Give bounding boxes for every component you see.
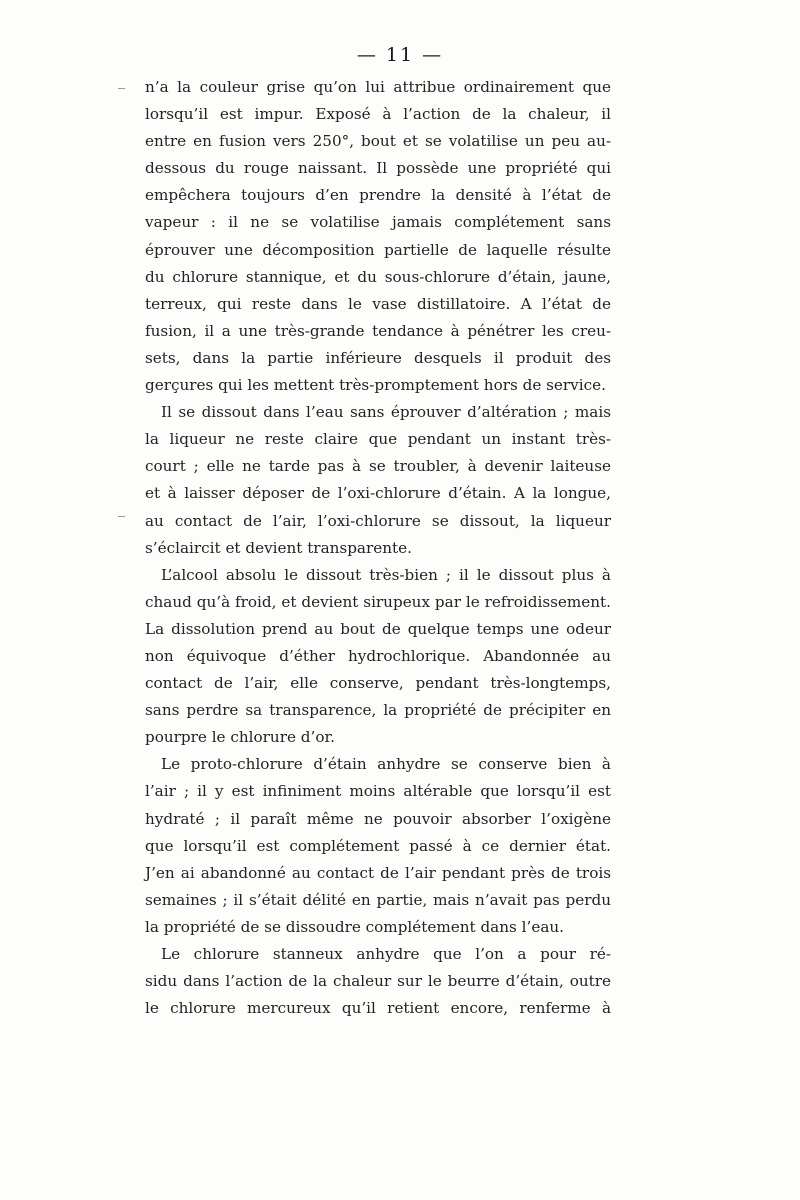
text-line: la liqueur ne reste claire que pendant un instant très- bbox=[145, 430, 611, 449]
text-line: gerçures qui les mettent très-promptement hors de service. bbox=[145, 376, 606, 395]
text-line: n’a la couleur grise qu’on lui attribue ordinairement que bbox=[145, 78, 611, 96]
margin-mark bbox=[118, 88, 125, 89]
text-line: dessous du rouge naissant. Il possède une propriété qui bbox=[145, 159, 611, 178]
text-line: s’éclaircit et devient transparente. bbox=[145, 538, 412, 557]
paragraph-start-line: Le proto-chlorure d’étain anhydre se conserve bien à bbox=[161, 755, 611, 774]
text-line: pourpre le chlorure d’or. bbox=[145, 728, 335, 747]
text-line: du chlorure stannique, et du sous-chlorure d’étain, jaune, bbox=[145, 267, 611, 286]
text-line: La dissolution prend au bout de quelque temps une odeur bbox=[145, 619, 611, 638]
paragraph-start-line: Le chlorure stanneux anhydre que l’on a pour ré- bbox=[161, 945, 611, 963]
text-line: au contact de l’air, l’oxi-chlorure se dissout, la liqueur bbox=[145, 511, 611, 530]
text-line: éprouver une décomposition partielle de laquelle résulte bbox=[145, 240, 611, 259]
text-line: J’en ai abandonné au contact de l’air pendant près de trois bbox=[145, 863, 611, 882]
text-line: sans perdre sa transparence, la propriété de précipiter en bbox=[145, 701, 611, 720]
text-line: sidu dans l’action de la chaleur sur le beurre d’étain, outre bbox=[145, 972, 611, 991]
text-line: contact de l’air, elle conserve, pendant très-longtemps, bbox=[145, 674, 611, 693]
margin-mark bbox=[118, 516, 125, 517]
text-line: que lorsqu’il est complétement passé à ce dernier état. bbox=[145, 836, 611, 855]
text-line: empêchera toujours d’en prendre la densité à l’état de bbox=[145, 186, 611, 205]
text-line: chaud qu’à froid, et devient sirupeux par le refroidissement. bbox=[145, 592, 611, 611]
text-line: sets, dans la partie inférieure desquels il produit des bbox=[145, 348, 611, 367]
text-line: hydraté ; il paraît même ne pouvoir absorber l’oxigène bbox=[145, 809, 611, 828]
text-line: et à laisser déposer de l’oxi-chlorure d’étain. A la longue, bbox=[145, 484, 611, 503]
text-line: terreux, qui reste dans le vase distillatoire. A l’état de bbox=[145, 294, 611, 313]
paragraph-start-line: L’alcool absolu le dissout très-bien ; il le dissout plus à bbox=[161, 565, 611, 584]
page-number-header: — 11 — bbox=[356, 44, 444, 66]
text-line: court ; elle ne tarde pas à se troubler, à devenir laiteuse bbox=[145, 457, 611, 476]
text-line: lorsqu’il est impur. Exposé à l’action de la chaleur, il bbox=[145, 105, 611, 124]
text-line: semaines ; il s’était délité en partie, mais n’avait pas perdu bbox=[145, 890, 611, 909]
paragraph-start-line: Il se dissout dans l’eau sans éprouver d’altération ; mais bbox=[161, 403, 611, 422]
text-line: fusion, il a une très-grande tendance à pénétrer les creu- bbox=[145, 321, 611, 340]
text-line: entre en fusion vers 250°, bout et se volatilise un peu au- bbox=[145, 132, 611, 151]
text-line: le chlorure mercureux qu’il retient encore, renferme à bbox=[145, 999, 611, 1018]
body-text bbox=[145, 74, 611, 1022]
text-line: non équivoque d’éther hydrochlorique. Abandonnée au bbox=[145, 646, 611, 665]
text-line: la propriété de se dissoudre complétement dans l’eau. bbox=[145, 917, 564, 936]
text-line: vapeur : il ne se volatilise jamais complétement sans bbox=[145, 213, 611, 232]
text-line: l’air ; il y est infiniment moins altérable que lorsqu’il est bbox=[145, 782, 611, 801]
